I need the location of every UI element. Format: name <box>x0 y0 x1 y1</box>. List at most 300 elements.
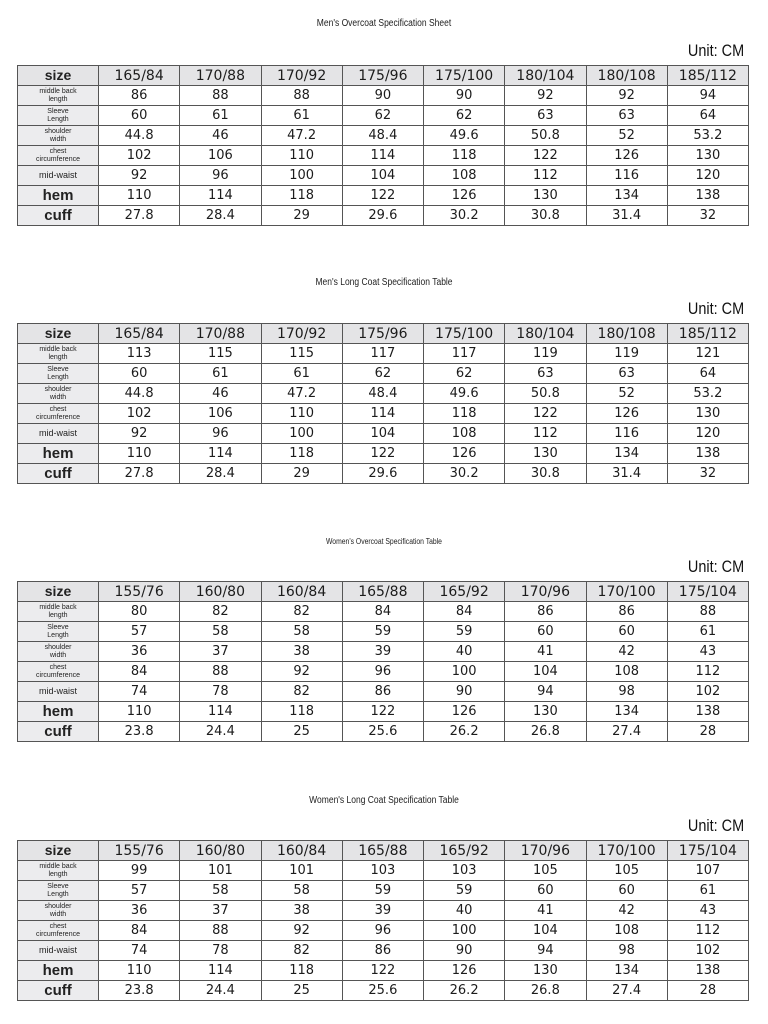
table-cell: 48.4 <box>342 126 423 146</box>
table-row <box>18 921 749 941</box>
table-row <box>18 901 749 921</box>
table-cell: 27.4 <box>586 722 667 742</box>
table-cell: 118 <box>261 444 342 464</box>
row-label <box>18 384 99 404</box>
table-cell: 101 <box>261 861 342 881</box>
table-cell: 108 <box>586 662 667 682</box>
table-cell: 53.2 <box>667 384 748 404</box>
table-cell: 112 <box>505 166 586 186</box>
row-label-line2: length <box>48 95 68 103</box>
table-cell: 92 <box>261 921 342 941</box>
size-header-row <box>18 324 749 344</box>
table-cell: 43 <box>667 642 748 662</box>
table-cell: 138 <box>667 961 748 981</box>
size-header-cell: 165/92 <box>424 582 505 602</box>
table-cell: 39 <box>342 901 423 921</box>
row-label-line2: width <box>49 651 67 659</box>
table-cell: 52 <box>586 384 667 404</box>
row-label <box>18 861 99 881</box>
table-cell: 27.4 <box>586 981 667 1001</box>
table-cell: 25 <box>261 981 342 1001</box>
table-cell: 110 <box>99 186 180 206</box>
table-cell: 126 <box>424 961 505 981</box>
table-cell: 114 <box>180 961 261 981</box>
table-cell: 26.8 <box>505 722 586 742</box>
table-cell: 24.4 <box>180 981 261 1001</box>
size-header-cell: 170/100 <box>586 841 667 861</box>
size-label: size <box>18 582 99 602</box>
table-cell: 103 <box>342 861 423 881</box>
row-label <box>18 364 99 384</box>
table-cell: 59 <box>424 622 505 642</box>
table-cell: 102 <box>667 941 748 961</box>
row-label-line2: width <box>49 393 67 401</box>
table-cell: 60 <box>505 622 586 642</box>
table-row <box>18 602 749 622</box>
row-label-line1: mid-waist <box>38 944 77 955</box>
table-cell: 74 <box>99 941 180 961</box>
table-cell: 57 <box>99 622 180 642</box>
table-cell: 62 <box>342 364 423 384</box>
row-label <box>18 186 99 206</box>
size-header-cell: 165/92 <box>424 841 505 861</box>
row-label-line2: Length <box>47 890 69 898</box>
table-cell: 64 <box>667 364 748 384</box>
row-label <box>18 682 99 702</box>
table-cell: 40 <box>424 642 505 662</box>
row-label-line2: width <box>49 135 67 143</box>
size-header-row <box>18 66 749 86</box>
size-header-cell: 170/92 <box>261 66 342 86</box>
table-cell: 42 <box>586 901 667 921</box>
spec-table <box>17 323 749 484</box>
table-row <box>18 206 749 226</box>
table-cell: 47.2 <box>261 126 342 146</box>
table-row <box>18 642 749 662</box>
row-label-line2: length <box>48 611 68 619</box>
row-label-line1: Sleeve <box>47 624 69 632</box>
unit-label: Unit: CM <box>687 41 744 60</box>
table-row <box>18 166 749 186</box>
table-cell: 84 <box>424 602 505 622</box>
row-label-line1: chest <box>49 923 67 931</box>
row-label <box>18 146 99 166</box>
table-cell: 134 <box>586 961 667 981</box>
table-row <box>18 86 749 106</box>
table-row <box>18 682 749 702</box>
table-cell: 114 <box>342 404 423 424</box>
table-cell: 134 <box>586 444 667 464</box>
row-label-line2: circumference <box>36 671 80 679</box>
row-label <box>18 702 99 722</box>
table-cell: 41 <box>505 901 586 921</box>
table-cell: 88 <box>261 86 342 106</box>
row-label-line2: Length <box>47 631 69 639</box>
table-cell: 114 <box>180 186 261 206</box>
table-cell: 24.4 <box>180 722 261 742</box>
table-cell: 122 <box>342 961 423 981</box>
size-header-cell: 160/80 <box>180 841 261 861</box>
table-cell: 84 <box>99 662 180 682</box>
table-cell: 58 <box>180 622 261 642</box>
size-header-row <box>18 841 749 861</box>
table-cell: 98 <box>586 682 667 702</box>
table-cell: 38 <box>261 901 342 921</box>
row-label-line1: chest <box>49 664 67 672</box>
row-label-line2: width <box>49 910 67 918</box>
row-label <box>18 444 99 464</box>
size-header-cell: 185/112 <box>667 66 748 86</box>
table-cell: 108 <box>424 166 505 186</box>
size-header-cell: 180/104 <box>505 66 586 86</box>
unit-label: Unit: CM <box>687 299 744 318</box>
table-cell: 86 <box>505 602 586 622</box>
row-label <box>18 981 99 1001</box>
row-label-line2: circumference <box>36 930 80 938</box>
unit-label: Unit: CM <box>687 557 744 576</box>
row-label-line1: hem <box>42 702 74 720</box>
table-cell: 100 <box>261 424 342 444</box>
table-cell: 88 <box>180 86 261 106</box>
row-label-line1: mid-waist <box>38 685 77 696</box>
table-cell: 63 <box>586 106 667 126</box>
table-cell: 107 <box>667 861 748 881</box>
table-cell: 92 <box>99 166 180 186</box>
table-cell: 78 <box>180 682 261 702</box>
table-cell: 100 <box>261 166 342 186</box>
table-row <box>18 146 749 166</box>
table-cell: 130 <box>505 444 586 464</box>
size-header-cell: 175/104 <box>667 841 748 861</box>
size-header-cell: 155/76 <box>99 582 180 602</box>
size-header-cell: 180/108 <box>586 66 667 86</box>
table-cell: 114 <box>180 702 261 722</box>
table-cell: 74 <box>99 682 180 702</box>
table-cell: 31.4 <box>586 464 667 484</box>
table-cell: 102 <box>99 404 180 424</box>
table-cell: 82 <box>261 941 342 961</box>
table-cell: 40 <box>424 901 505 921</box>
table-cell: 63 <box>505 106 586 126</box>
table-cell: 120 <box>667 424 748 444</box>
table-cell: 62 <box>424 364 505 384</box>
table-row <box>18 941 749 961</box>
size-header-cell: 165/84 <box>99 66 180 86</box>
table-cell: 105 <box>586 861 667 881</box>
table-cell: 61 <box>261 106 342 126</box>
size-header-cell: 175/96 <box>342 66 423 86</box>
table-cell: 27.8 <box>99 464 180 484</box>
row-label <box>18 344 99 364</box>
size-header-cell: 175/96 <box>342 324 423 344</box>
table-cell: 92 <box>99 424 180 444</box>
table-cell: 61 <box>261 364 342 384</box>
table-title: Men's Long Coat Specification Table <box>315 277 453 288</box>
table-cell: 100 <box>424 662 505 682</box>
table-row <box>18 126 749 146</box>
table-cell: 37 <box>180 901 261 921</box>
table-cell: 98 <box>586 941 667 961</box>
spec-table <box>17 581 749 742</box>
row-label-line1: Sleeve <box>47 883 69 891</box>
row-label-line1: hem <box>42 186 74 204</box>
table-cell: 28.4 <box>180 206 261 226</box>
table-cell: 138 <box>667 444 748 464</box>
table-row <box>18 364 749 384</box>
table-cell: 29 <box>261 464 342 484</box>
table-cell: 126 <box>424 702 505 722</box>
size-header-cell: 160/80 <box>180 582 261 602</box>
table-row <box>18 722 749 742</box>
row-label-line1: cuff <box>44 981 72 999</box>
table-cell: 36 <box>99 642 180 662</box>
table-cell: 103 <box>424 861 505 881</box>
row-label-line1: mid-waist <box>38 169 77 180</box>
table-cell: 59 <box>342 881 423 901</box>
table-cell: 90 <box>424 86 505 106</box>
table-cell: 26.2 <box>424 981 505 1001</box>
table-cell: 80 <box>99 602 180 622</box>
table-cell: 99 <box>99 861 180 881</box>
size-header-cell: 170/96 <box>505 582 586 602</box>
table-cell: 46 <box>180 384 261 404</box>
table-cell: 29.6 <box>342 206 423 226</box>
table-cell: 96 <box>342 662 423 682</box>
table-cell: 28.4 <box>180 464 261 484</box>
row-label-line1: Sleeve <box>47 108 69 116</box>
row-label <box>18 961 99 981</box>
table-cell: 96 <box>342 921 423 941</box>
table-cell: 122 <box>505 404 586 424</box>
table-row <box>18 622 749 642</box>
row-label-line1: cuff <box>44 722 72 740</box>
table-cell: 39 <box>342 642 423 662</box>
row-label <box>18 642 99 662</box>
row-label <box>18 424 99 444</box>
table-cell: 104 <box>505 662 586 682</box>
table-cell: 58 <box>261 881 342 901</box>
table-cell: 118 <box>424 404 505 424</box>
table-cell: 90 <box>424 941 505 961</box>
table-cell: 60 <box>586 881 667 901</box>
table-cell: 96 <box>180 166 261 186</box>
table-cell: 38 <box>261 642 342 662</box>
size-header-row <box>18 582 749 602</box>
size-header-cell: 175/100 <box>424 66 505 86</box>
spec-table <box>17 65 749 226</box>
table-cell: 25.6 <box>342 981 423 1001</box>
table-cell: 78 <box>180 941 261 961</box>
table-cell: 84 <box>99 921 180 941</box>
table-cell: 60 <box>505 881 586 901</box>
table-cell: 25 <box>261 722 342 742</box>
table-cell: 138 <box>667 702 748 722</box>
table-cell: 120 <box>667 166 748 186</box>
table-row <box>18 881 749 901</box>
row-label <box>18 404 99 424</box>
table-cell: 30.8 <box>505 464 586 484</box>
table-cell: 126 <box>424 186 505 206</box>
row-label-line1: shoulder <box>44 128 72 136</box>
table-cell: 130 <box>505 961 586 981</box>
table-cell: 118 <box>261 186 342 206</box>
table-title: Women's Long Coat Specification Table <box>309 795 459 806</box>
table-cell: 49.6 <box>424 384 505 404</box>
row-label <box>18 166 99 186</box>
table-cell: 59 <box>342 622 423 642</box>
table-cell: 114 <box>342 146 423 166</box>
row-label-line1: hem <box>42 961 74 979</box>
table-title: Women's Overcoat Specification Table <box>326 537 442 546</box>
size-header-cell: 170/92 <box>261 324 342 344</box>
table-title: Men's Overcoat Specification Sheet <box>316 18 452 29</box>
row-label-line2: circumference <box>36 413 80 421</box>
table-cell: 112 <box>667 921 748 941</box>
size-header-cell: 170/88 <box>180 66 261 86</box>
table-cell: 110 <box>99 961 180 981</box>
table-cell: 23.8 <box>99 722 180 742</box>
row-label-line2: length <box>48 353 68 361</box>
table-cell: 115 <box>261 344 342 364</box>
table-cell: 104 <box>505 921 586 941</box>
table-cell: 62 <box>424 106 505 126</box>
table-cell: 105 <box>505 861 586 881</box>
table-cell: 26.8 <box>505 981 586 1001</box>
row-label <box>18 464 99 484</box>
spec-table <box>17 840 749 1001</box>
size-header-cell: 160/84 <box>261 841 342 861</box>
table-cell: 86 <box>342 682 423 702</box>
table-cell: 117 <box>424 344 505 364</box>
row-label <box>18 722 99 742</box>
row-label <box>18 86 99 106</box>
row-label-line1: middle back <box>39 346 77 354</box>
table-cell: 29.6 <box>342 464 423 484</box>
table-cell: 94 <box>505 682 586 702</box>
table-cell: 126 <box>424 444 505 464</box>
table-cell: 116 <box>586 424 667 444</box>
row-label <box>18 126 99 146</box>
table-cell: 37 <box>180 642 261 662</box>
table-cell: 88 <box>180 662 261 682</box>
size-header-cell: 180/104 <box>505 324 586 344</box>
size-header-cell: 170/88 <box>180 324 261 344</box>
table-cell: 31.4 <box>586 206 667 226</box>
table-cell: 108 <box>586 921 667 941</box>
table-cell: 108 <box>424 424 505 444</box>
table-cell: 113 <box>99 344 180 364</box>
table-cell: 130 <box>505 702 586 722</box>
size-header-cell: 185/112 <box>667 324 748 344</box>
table-cell: 130 <box>667 146 748 166</box>
table-cell: 112 <box>505 424 586 444</box>
table-cell: 61 <box>667 881 748 901</box>
row-label-line2: circumference <box>36 155 80 163</box>
table-cell: 30.2 <box>424 464 505 484</box>
size-header-cell: 175/104 <box>667 582 748 602</box>
table-cell: 90 <box>424 682 505 702</box>
table-cell: 90 <box>342 86 423 106</box>
table-cell: 42 <box>586 642 667 662</box>
table-cell: 134 <box>586 186 667 206</box>
table-cell: 41 <box>505 642 586 662</box>
table-cell: 138 <box>667 186 748 206</box>
row-label-line1: Sleeve <box>47 366 69 374</box>
table-cell: 63 <box>586 364 667 384</box>
table-cell: 106 <box>180 146 261 166</box>
table-cell: 64 <box>667 106 748 126</box>
table-cell: 82 <box>261 602 342 622</box>
size-header-cell: 170/96 <box>505 841 586 861</box>
table-cell: 119 <box>586 344 667 364</box>
table-cell: 102 <box>99 146 180 166</box>
row-label-line1: hem <box>42 444 74 462</box>
table-cell: 110 <box>99 702 180 722</box>
table-cell: 62 <box>342 106 423 126</box>
table-cell: 126 <box>586 146 667 166</box>
row-label-line1: middle back <box>39 88 77 96</box>
size-label: size <box>18 66 99 86</box>
table-cell: 57 <box>99 881 180 901</box>
table-cell: 118 <box>261 702 342 722</box>
table-row <box>18 344 749 364</box>
table-row <box>18 702 749 722</box>
table-cell: 117 <box>342 344 423 364</box>
size-label: size <box>18 841 99 861</box>
table-row <box>18 861 749 881</box>
table-cell: 43 <box>667 901 748 921</box>
table-cell: 29 <box>261 206 342 226</box>
table-cell: 118 <box>424 146 505 166</box>
table-cell: 92 <box>505 86 586 106</box>
table-cell: 114 <box>180 444 261 464</box>
size-header-cell: 175/100 <box>424 324 505 344</box>
size-header-cell: 165/84 <box>99 324 180 344</box>
table-cell: 112 <box>667 662 748 682</box>
table-row <box>18 981 749 1001</box>
size-header-cell: 165/88 <box>342 582 423 602</box>
row-label-line1: mid-waist <box>38 427 77 438</box>
size-header-cell: 180/108 <box>586 324 667 344</box>
table-cell: 61 <box>180 106 261 126</box>
row-label-line1: middle back <box>39 604 77 612</box>
row-label-line2: length <box>48 870 68 878</box>
table-cell: 44.8 <box>99 126 180 146</box>
table-cell: 47.2 <box>261 384 342 404</box>
table-cell: 26.2 <box>424 722 505 742</box>
table-cell: 46 <box>180 126 261 146</box>
table-cell: 101 <box>180 861 261 881</box>
table-cell: 94 <box>505 941 586 961</box>
table-cell: 58 <box>261 622 342 642</box>
table-cell: 60 <box>99 364 180 384</box>
table-cell: 82 <box>261 682 342 702</box>
row-label <box>18 881 99 901</box>
table-cell: 116 <box>586 166 667 186</box>
table-cell: 110 <box>99 444 180 464</box>
table-cell: 119 <box>505 344 586 364</box>
size-label: size <box>18 324 99 344</box>
row-label-line1: chest <box>49 148 67 156</box>
table-cell: 130 <box>505 186 586 206</box>
table-cell: 102 <box>667 682 748 702</box>
table-row <box>18 106 749 126</box>
row-label-line1: chest <box>49 406 67 414</box>
row-label <box>18 921 99 941</box>
table-cell: 100 <box>424 921 505 941</box>
size-header-cell: 170/100 <box>586 582 667 602</box>
table-cell: 92 <box>261 662 342 682</box>
